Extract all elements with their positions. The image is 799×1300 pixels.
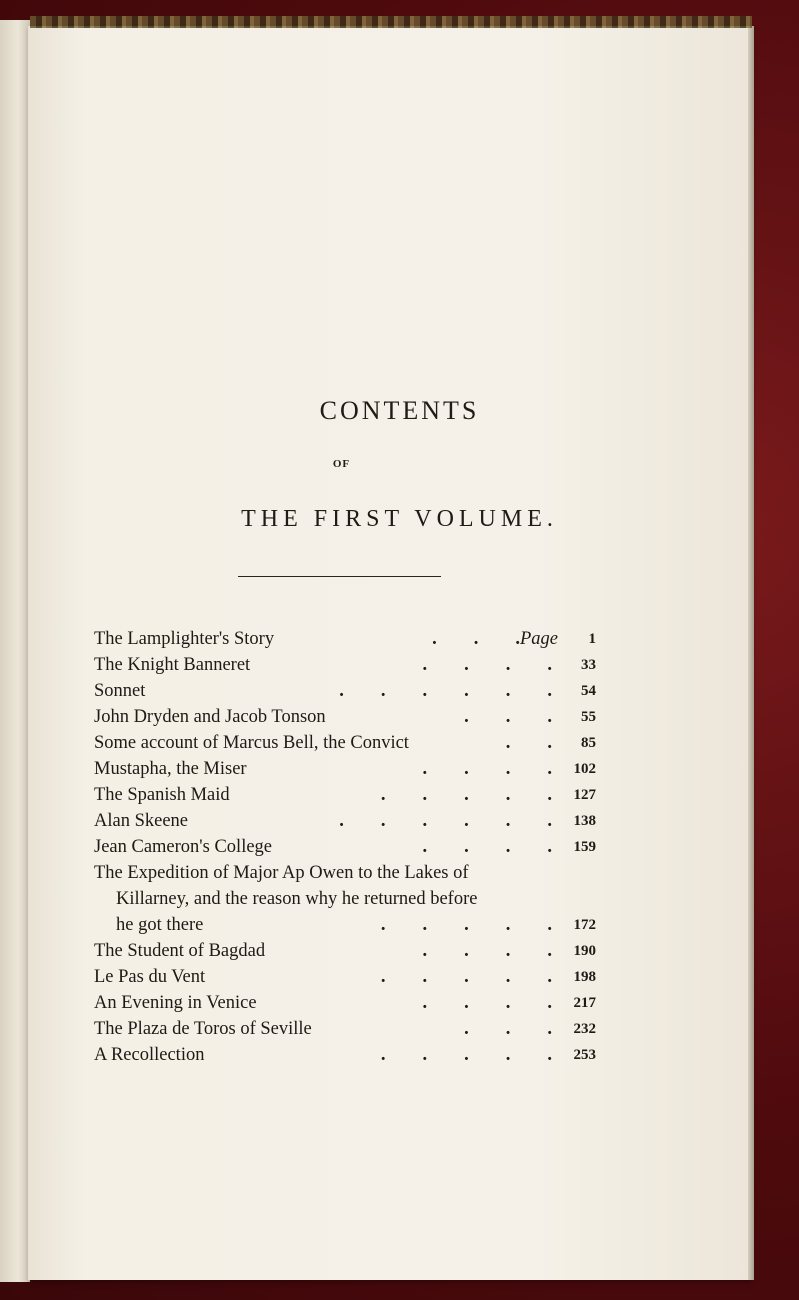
toc-entry: [94, 808, 600, 834]
toc-entry-title: Sonnet: [94, 681, 146, 701]
toc-entry-title: he got there: [116, 915, 204, 935]
toc-entry-page: 217: [573, 995, 596, 1011]
leader-dots: . . .: [464, 707, 552, 727]
divider-rule: [238, 576, 441, 577]
volume-heading: THE FIRST VOLUME.: [241, 506, 558, 532]
gilt-top-edge: [30, 16, 752, 28]
toc-entry-page: 54: [581, 683, 596, 699]
facing-page-edge: [0, 20, 30, 1282]
leader-dots: . . . .: [422, 837, 552, 857]
toc-entry-continuation: [94, 912, 600, 938]
leader-dots: . . . . .: [380, 967, 552, 987]
toc-entry-title: The Spanish Maid: [94, 785, 230, 805]
toc-entry: [94, 704, 600, 730]
toc-entry-page: 138: [573, 813, 596, 829]
toc-entry-page: 85: [581, 735, 596, 751]
page-label: Page: [519, 629, 558, 649]
toc-entry-title: Mustapha, the Miser: [94, 759, 247, 779]
contents-heading: CONTENTS: [319, 396, 480, 425]
toc-entry-title: Alan Skeene: [94, 811, 189, 831]
toc-entry-title: The Plaza de Toros of Seville: [94, 1019, 312, 1039]
leader-dots: . . . . . .: [339, 681, 552, 701]
leader-dots: . . . . . .: [339, 811, 552, 831]
toc-entry-page: 102: [573, 761, 596, 777]
toc-entry: [94, 782, 600, 808]
toc-entry-title: An Evening in Venice: [94, 993, 257, 1013]
toc-entry-title: The Lamplighter's Story: [94, 629, 275, 649]
toc-entry: [94, 860, 600, 886]
toc-entry-title: Killarney, and the reason why he returned before: [116, 889, 478, 909]
toc-entry: [94, 990, 600, 1016]
toc-entry: [94, 938, 600, 964]
leader-dots: . . . . .: [380, 1045, 552, 1065]
toc-entry-page: 55: [581, 709, 596, 725]
heading-of: OF: [332, 458, 351, 470]
toc-entry: [94, 652, 600, 678]
leader-dots: . . . .: [422, 941, 552, 961]
toc-entry-title: The Expedition of Major Ap Owen to the Lakes of: [94, 863, 469, 883]
leader-dots: . . .: [432, 629, 520, 649]
toc-entry-title: John Dryden and Jacob Tonson: [94, 707, 326, 727]
toc-entry: [94, 964, 600, 990]
leader-dots: . . . . .: [380, 785, 552, 805]
toc-entry: [94, 1042, 600, 1068]
toc-entry-page: 198: [573, 969, 596, 985]
toc-entry-page: 159: [573, 839, 596, 855]
table-of-contents: [94, 626, 600, 1068]
leader-dots: . . .: [464, 1019, 552, 1039]
toc-entry: [94, 756, 600, 782]
toc-entry-page: 232: [573, 1021, 596, 1037]
toc-entry: [94, 678, 600, 704]
page-edge: [748, 26, 754, 1280]
toc-entry-title: Le Pas du Vent: [94, 967, 206, 987]
toc-entry-page: 127: [573, 787, 596, 803]
toc-entry-page: 172: [573, 917, 596, 933]
toc-entry-page: 33: [581, 657, 596, 673]
toc-entry-page: 1: [588, 631, 596, 647]
toc-entry: [94, 834, 600, 860]
leader-dots: . .: [505, 733, 552, 753]
toc-entry-page: 253: [573, 1047, 596, 1063]
toc-entry-title: Some account of Marcus Bell, the Convict: [94, 733, 409, 753]
toc-entry: [94, 1016, 600, 1042]
leader-dots: . . . . .: [380, 915, 552, 935]
toc-entry-title: The Student of Bagdad: [94, 941, 266, 961]
toc-entry-page: 190: [573, 943, 596, 959]
leader-dots: . . . .: [422, 655, 552, 675]
toc-entry-title: A Recollection: [94, 1045, 205, 1065]
toc-entry: [94, 730, 600, 756]
leader-dots: . . . .: [422, 759, 552, 779]
toc-entry-title: The Knight Banneret: [94, 655, 251, 675]
toc-entry: [94, 626, 600, 652]
toc-entry-title: Jean Cameron's College: [94, 837, 273, 857]
leader-dots: . . . .: [422, 993, 552, 1013]
toc-entry-continuation: [94, 886, 600, 912]
